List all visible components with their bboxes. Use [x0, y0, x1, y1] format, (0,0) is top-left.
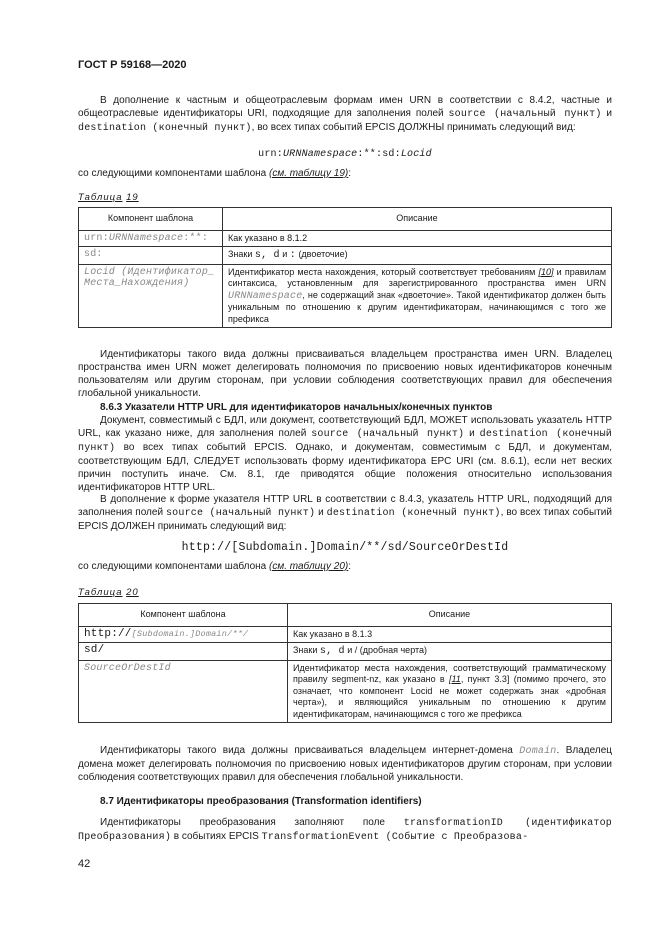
caption-number: 19: [126, 192, 139, 203]
table-row: [79, 264, 612, 328]
code-transformation-event: TransformationEvent (Событие с Преобразова-: [261, 832, 529, 843]
description-cell: Как указано в 8.1.2: [223, 230, 612, 247]
description-cell: [288, 660, 612, 723]
component-cell: sd:: [79, 247, 223, 265]
document-header: ГОСТ Р 59168—2020: [78, 59, 187, 71]
text: и / (дробная черта): [344, 645, 428, 655]
description-cell: [288, 643, 612, 661]
text: (двоеточие): [295, 249, 348, 259]
code: s, d: [254, 250, 280, 261]
table20-caption: [78, 586, 139, 599]
paragraph-urn-intro: [78, 94, 612, 135]
http-template: [78, 541, 612, 554]
urn-prefix: urn:: [258, 149, 283, 160]
text: Знаки: [293, 645, 320, 655]
urn-locid: Locid: [400, 149, 432, 160]
code: [Subdomain.]Domain/**/: [131, 628, 249, 639]
description-cell: Как указано в 8.1.3: [288, 626, 612, 643]
text: и: [279, 249, 290, 259]
text: :: [348, 561, 352, 572]
http-domain: Domain: [316, 541, 360, 554]
code-domain: Domain: [519, 746, 557, 757]
component-cell: [79, 264, 223, 328]
header-description: Описание: [223, 208, 612, 231]
urn-namespace: URNNamespace: [282, 149, 358, 160]
table-19: [78, 207, 612, 328]
code: s, d: [319, 646, 345, 657]
reference-link[interactable]: [11: [448, 674, 461, 684]
table-row: [79, 643, 612, 661]
text: и правилам синтаксиса, установленным для зарегистрированного пространства имен URN: [228, 266, 607, 288]
code-source: source (начальный пункт): [448, 109, 602, 120]
paragraph-domain-ownership: [78, 744, 612, 784]
http-id: SourceOrDestId: [408, 541, 509, 554]
text: во всех типах событий EPCIS. Однако, и документам, совместимым с БДЛ, и документам, соответствующим БДЛ, СЛЕДУЕТ использовать форму идентификатора EPC URI (см. 8.6.1), если нет веских причин поступить иначе. См. 8.1, где приводятся общие положения относительно использования идентификаторов HTTP URL.: [78, 442, 612, 493]
code-destination: destination (конечный пункт): [78, 429, 612, 454]
header-component: Компонент шаблона: [79, 208, 223, 231]
reference-link[interactable]: [10]: [538, 266, 554, 277]
text: и: [601, 108, 613, 119]
text: в событиях EPCIS: [171, 831, 262, 842]
text: Идентификаторы преобразования заполняют поле: [100, 817, 404, 828]
code: Locid (Идентификатор_ Места_Нахождения): [84, 266, 215, 289]
code-source: source (начальный пункт): [311, 429, 465, 440]
paragraph-urn-ownership: Идентификаторы такого вида должны присваиваться владельцем пространства имен URN. Владелец пространства имен URN может делегировать полномочия по присвоению новых идентификаторов конечным пользователям или другим сторонам, при условии соблюдения соответствующих правил для обеспечения глобальной уникальности.: [78, 349, 612, 399]
paragraph-http-form: [78, 493, 612, 533]
text: Знаки: [228, 249, 255, 259]
http-prefix: http://[: [181, 541, 239, 554]
urn-sd: :**:sd:: [357, 149, 401, 160]
code: urn:: [84, 232, 109, 244]
code: SourceOrDestId: [84, 662, 171, 674]
caption-number: 20: [126, 587, 139, 598]
text: , не содержащий знак «двоеточие». Такой идентификатор должен быть уникальным по отношению к другим идентификаторам, начинающимся с того же префикса: [228, 289, 606, 324]
with-components-20: [78, 560, 612, 573]
code: URNNamespace: [108, 232, 184, 244]
caption-word: Таблица: [78, 192, 123, 203]
paragraph-transformation: [78, 816, 612, 844]
text: В дополнение к форме указателя HTTP URL в соответствии с 8.4.3, указатель HTTP URL, подходящий для заполнения полей: [78, 494, 612, 518]
code: http://: [84, 627, 132, 640]
table20-link[interactable]: (см. таблицу 20): [269, 561, 349, 572]
table-row: [79, 626, 612, 643]
text: Идентификаторы такого вида должны присваиваться владельцем интернет-домена: [100, 745, 520, 756]
text: со следующими компонентами шаблона: [78, 561, 270, 572]
code: URNNamespace: [228, 290, 303, 302]
section-heading-8-7: 8.7 Идентификаторы преобразования (Transformation identifiers): [100, 796, 422, 807]
text: , во всех типах событий EPCIS ДОЛЖЕН принимать следующий вид:: [78, 507, 612, 532]
code-transformation-id: transformationID (идентификатор Преобразования): [78, 818, 612, 843]
page-number: 42: [78, 858, 91, 870]
text: и: [315, 507, 327, 518]
table-header-row: [79, 208, 612, 231]
table19-caption: [78, 191, 139, 204]
with-components-19: [78, 167, 612, 180]
text: Идентификатор места нахождения, который соответствует требованиям: [228, 266, 539, 277]
header-description: Описание: [288, 604, 612, 627]
text: Идентификатор места нахождения, соответствующий грамматическому правилу segment-nz, как указано в: [293, 662, 606, 684]
paragraph-http-intro: [78, 414, 612, 494]
text: , во всех типах событий EPCIS ДОЛЖНЫ принимать следующий вид:: [251, 122, 576, 133]
urn-template: [78, 148, 612, 161]
code-destination: destination (конечный пункт): [78, 123, 252, 134]
code: :**:: [183, 232, 209, 244]
description-cell: [223, 247, 612, 265]
http-sd: /**/sd/: [359, 541, 409, 554]
text: со следующими компонентами шаблона: [78, 168, 270, 179]
http-dot: .]: [302, 541, 317, 554]
component-cell: [79, 230, 223, 247]
caption-word: Таблица: [78, 587, 123, 598]
text: Документ, совместимый с БДЛ, или документ, соответствующий БДЛ, МОЖЕТ использовать указатель HTTP URL, как указано ниже, для заполнения полей: [78, 415, 612, 439]
component-cell: [79, 626, 288, 643]
table19-link[interactable]: (см. таблицу 19): [269, 168, 349, 179]
component-cell: sd/: [79, 643, 288, 661]
table-header-row: [79, 604, 612, 627]
table-row: [79, 660, 612, 723]
header-component: Компонент шаблона: [79, 604, 288, 627]
text: , пункт 3.3] (помимо прочего, это означает, что компонент Locid не может содержать знак «дробная черта»), и являющийся уникальным по отношению к другим идентификаторам, начинающимся с того же префикса: [293, 674, 606, 719]
table-row: [79, 230, 612, 247]
text: . Владелец домена может делегировать полномочия по присвоению новых идентификаторов другим сторонам, при условии соблюдения соответствующих правил для обеспечения глобальной уникальности.: [78, 745, 612, 783]
section-heading-8-6-3: 8.6.3 Указатели HTTP URL для идентификаторов начальных/конечных пунктов: [100, 402, 493, 413]
code-source: source (начальный пункт): [165, 508, 316, 519]
text: В дополнение к частным и общеотраслевым формам имен URN в соответствии с 8.4.2, частные и общеотраслевые идентификаторы URI, подходящие для заполнения полей: [78, 95, 612, 119]
http-subdomain: Subdomain: [238, 541, 303, 554]
code-destination: destination (конечный пункт): [326, 508, 501, 519]
text: :: [348, 168, 352, 179]
description-cell: [223, 264, 612, 328]
table-20: [78, 603, 612, 723]
code: :: [289, 250, 296, 261]
component-cell: [79, 660, 288, 723]
text: и: [464, 428, 480, 439]
table-row: [79, 247, 612, 265]
